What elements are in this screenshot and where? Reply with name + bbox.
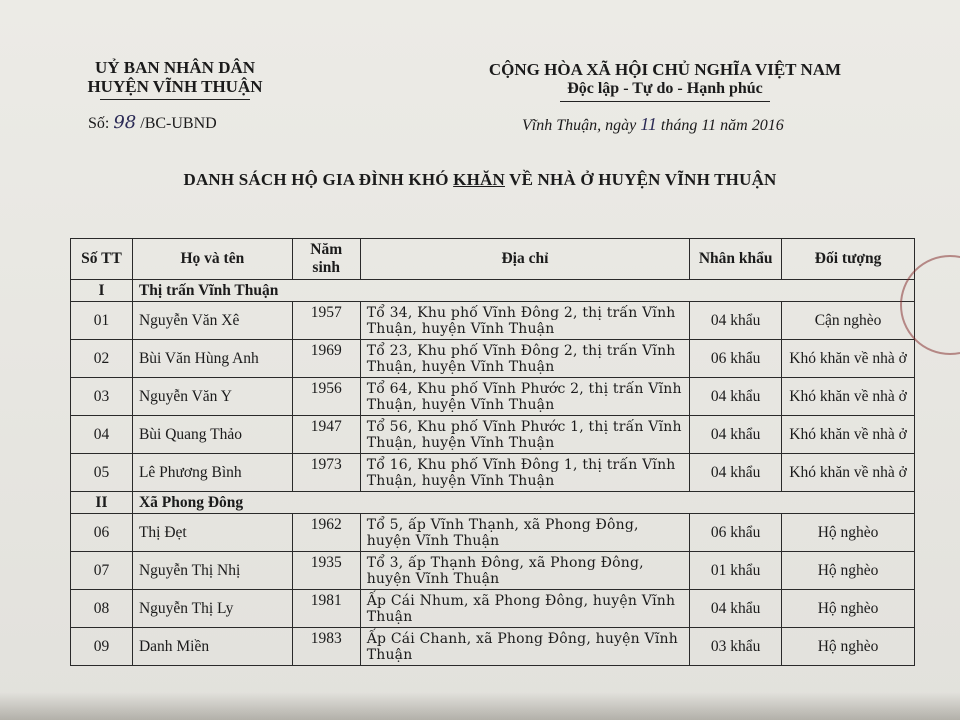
issuing-authority	[60, 58, 290, 100]
table-row	[71, 628, 915, 666]
cell-year: 1969	[292, 340, 360, 378]
doc-number-prefix: Số:	[88, 115, 110, 132]
table-header-row	[71, 239, 915, 280]
cell-year: 1973	[292, 454, 360, 492]
cell-target: Khó khăn về nhà ở	[782, 340, 915, 378]
cell-name: Nguyễn Văn Xê	[132, 302, 292, 340]
cell-stt: 09	[71, 628, 133, 666]
cell-year: 1962	[292, 514, 360, 552]
cell-year: 1957	[292, 302, 360, 340]
cell-stt: 07	[71, 552, 133, 590]
table-row	[71, 302, 915, 340]
cell-address: Tổ 56, Khu phố Vĩnh Phước 1, thị trấn Vĩnh Thuận, huyện Vĩnh Thuận	[360, 416, 690, 454]
cell-target: Hộ nghèo	[782, 514, 915, 552]
section-row	[71, 280, 915, 302]
doc-number-suffix: /BC-UBND	[140, 115, 217, 132]
table-row	[71, 378, 915, 416]
document-date	[522, 114, 784, 135]
national-motto	[470, 60, 860, 102]
cell-members: 06 khẩu	[690, 340, 782, 378]
document-number	[88, 112, 217, 133]
cell-stt: 05	[71, 454, 133, 492]
household-table	[70, 238, 915, 666]
cell-name: Lê Phương Bình	[132, 454, 292, 492]
table-row	[71, 590, 915, 628]
table-row	[71, 340, 915, 378]
motto: Độc lập - Tự do - Hạnh phúc	[567, 80, 763, 97]
page-edge-shadow	[0, 692, 960, 720]
cell-stt: 08	[71, 590, 133, 628]
header-stt: Số TT	[71, 239, 133, 280]
cell-name: Danh Miền	[132, 628, 292, 666]
cell-stt: 03	[71, 378, 133, 416]
date-day-handwritten: 11	[640, 114, 657, 134]
cell-stt: 02	[71, 340, 133, 378]
section-name: Xã Phong Đông	[132, 492, 914, 514]
cell-target: Khó khăn về nhà ở	[782, 416, 915, 454]
authority-underline	[100, 99, 250, 100]
cell-stt: 01	[71, 302, 133, 340]
motto-underline	[560, 101, 770, 102]
section-name: Thị trấn Vĩnh Thuận	[132, 280, 914, 302]
cell-name: Nguyễn Thị Nhị	[132, 552, 292, 590]
cell-year: 1981	[292, 590, 360, 628]
table-row	[71, 552, 915, 590]
cell-address: Tổ 3, ấp Thạnh Đông, xã Phong Đông, huyện Vĩnh Thuận	[360, 552, 690, 590]
cell-year: 1935	[292, 552, 360, 590]
cell-name: Thị Đẹt	[132, 514, 292, 552]
title-part-2: KHĂN	[453, 170, 505, 189]
cell-target: Cận nghèo	[782, 302, 915, 340]
doc-number-handwritten: 98	[113, 112, 137, 133]
cell-stt: 06	[71, 514, 133, 552]
cell-target: Hộ nghèo	[782, 628, 915, 666]
cell-members: 04 khẩu	[690, 416, 782, 454]
title-part-3: VỀ NHÀ Ở HUYỆN VĨNH THUẬN	[504, 170, 777, 189]
cell-members: 04 khẩu	[690, 590, 782, 628]
section-number: II	[71, 492, 133, 514]
authority-line-1: UỶ BAN NHÂN DÂN	[94, 58, 256, 77]
table-row	[71, 416, 915, 454]
cell-target: Khó khăn về nhà ở	[782, 378, 915, 416]
cell-year: 1947	[292, 416, 360, 454]
cell-address: Tổ 64, Khu phố Vĩnh Phước 2, thị trấn Vĩnh Thuận, huyện Vĩnh Thuận	[360, 378, 690, 416]
title-part-1: DANH SÁCH HỘ GIA ĐÌNH KHÓ	[183, 170, 454, 189]
cell-target: Hộ nghèo	[782, 590, 915, 628]
header-address: Địa chỉ	[360, 239, 690, 280]
cell-year: 1983	[292, 628, 360, 666]
cell-members: 04 khẩu	[690, 454, 782, 492]
section-number: I	[71, 280, 133, 302]
cell-members: 04 khẩu	[690, 302, 782, 340]
cell-address: Tổ 16, Khu phố Vĩnh Đông 1, thị trấn Vĩnh Thuận, huyện Vĩnh Thuận	[360, 454, 690, 492]
cell-address: Tổ 23, Khu phố Vĩnh Đông 2, thị trấn Vĩnh Thuận, huyện Vĩnh Thuận	[360, 340, 690, 378]
cell-name: Nguyễn Thị Ly	[132, 590, 292, 628]
header-members: Nhân khẩu	[690, 239, 782, 280]
header-year: Năm sinh	[292, 239, 360, 280]
cell-name: Bùi Văn Hùng Anh	[132, 340, 292, 378]
cell-address: Tổ 5, ấp Vĩnh Thạnh, xã Phong Đông, huyện Vĩnh Thuận	[360, 514, 690, 552]
date-suffix: tháng 11 năm 2016	[660, 117, 784, 134]
cell-target: Hộ nghèo	[782, 552, 915, 590]
cell-members: 03 khẩu	[690, 628, 782, 666]
cell-members: 06 khẩu	[690, 514, 782, 552]
document-title	[0, 170, 960, 190]
cell-members: 04 khẩu	[690, 378, 782, 416]
cell-address: Ấp Cái Chanh, xã Phong Đông, huyện Vĩnh Thuận	[360, 628, 690, 666]
table-row	[71, 454, 915, 492]
cell-address: Ấp Cái Nhum, xã Phong Đông, huyện Vĩnh Thuận	[360, 590, 690, 628]
section-row	[71, 492, 915, 514]
cell-name: Bùi Quang Thảo	[132, 416, 292, 454]
header-name: Họ và tên	[132, 239, 292, 280]
cell-stt: 04	[71, 416, 133, 454]
cell-year: 1956	[292, 378, 360, 416]
cell-name: Nguyễn Văn Y	[132, 378, 292, 416]
table-row	[71, 514, 915, 552]
cell-members: 01 khẩu	[690, 552, 782, 590]
header-target: Đối tượng	[782, 239, 915, 280]
authority-line-2: HUYỆN VĨNH THUẬN	[87, 77, 263, 96]
date-prefix: Vĩnh Thuận, ngày	[522, 117, 637, 134]
nation-name: CỘNG HÒA XÃ HỘI CHỦ NGHĨA VIỆT NAM	[488, 60, 842, 79]
cell-target: Khó khăn về nhà ở	[782, 454, 915, 492]
cell-address: Tổ 34, Khu phố Vĩnh Đông 2, thị trấn Vĩnh Thuận, huyện Vĩnh Thuận	[360, 302, 690, 340]
